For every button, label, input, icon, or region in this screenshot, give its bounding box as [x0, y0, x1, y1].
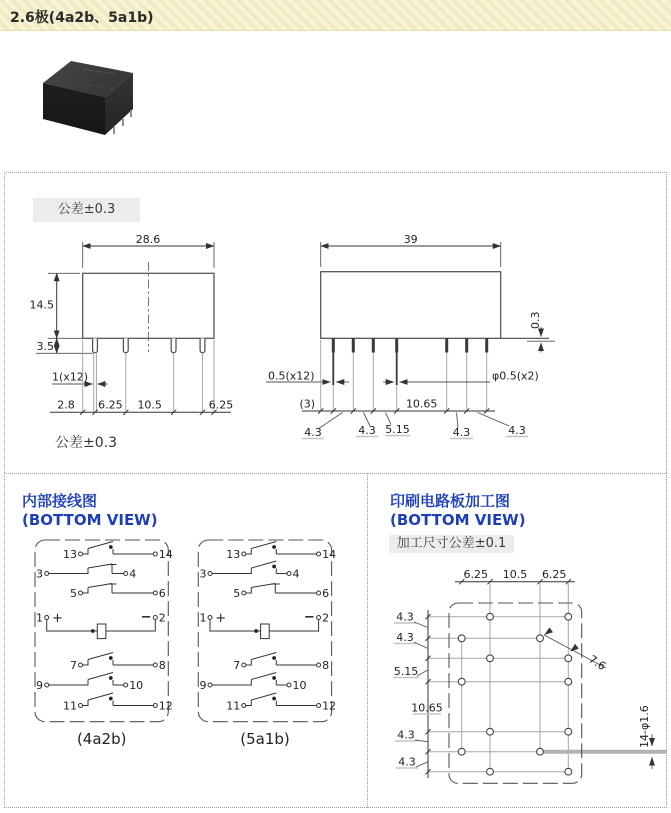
dim-pin-thickness: 0.5(x12) — [268, 369, 315, 383]
pin-label-3: 3 — [199, 567, 207, 581]
pcb-left-g2: 4.3 — [396, 631, 414, 644]
pcb-top-d2: 10.5 — [502, 568, 528, 581]
pcb-title-en: (BOTTOM VIEW) — [390, 511, 526, 529]
dim-pitch-left: 2.8 — [57, 398, 75, 412]
coil-minus: − — [303, 610, 315, 625]
pin-label-14: 14 — [322, 547, 337, 561]
caption-4a2b: (4a2b) — [76, 730, 127, 748]
pin-label-10: 10 — [292, 678, 307, 692]
coil-plus: + — [215, 611, 227, 626]
pin-label-3: 3 — [36, 567, 43, 581]
pin-label-2: 2 — [322, 611, 330, 625]
pin-label-2: 2 — [158, 611, 166, 625]
dim-edge-ref: (3) — [299, 397, 316, 411]
tolerance-badge: 公差±0.3 — [33, 198, 140, 222]
pin-label-7: 7 — [70, 658, 77, 672]
dim-front-height: 14.5 — [29, 298, 54, 312]
pin-label-11: 11 — [63, 699, 77, 713]
dim-pin-dia: φ0.5(x2) — [492, 369, 539, 383]
pin-label-1: 1 — [199, 611, 207, 625]
dim-g1: 4.3 — [304, 426, 322, 439]
pin-label-4: 4 — [129, 567, 137, 581]
pcb-left-g3: 5.15 — [393, 665, 419, 678]
schematic-5a1b — [198, 540, 336, 748]
coil-plus: + — [52, 611, 63, 626]
pin-label-7: 7 — [233, 658, 241, 672]
pcb-diag-dim: 7.6 — [586, 652, 609, 674]
dim-pitch-3: 6.25 — [208, 398, 234, 412]
pin-label-5: 5 — [233, 586, 241, 600]
dim-g3: 5.15 — [385, 423, 410, 436]
pin-label-11: 11 — [226, 699, 241, 713]
wiring-title-cn: 内部接线图 — [22, 492, 98, 510]
pin-label-13: 13 — [63, 547, 77, 561]
wiring-title-en: (BOTTOM VIEW) — [22, 511, 158, 529]
relay-product-photo — [43, 55, 135, 135]
pin-label-8: 8 — [158, 658, 166, 672]
coil-minus: − — [140, 610, 152, 625]
dim-pin-width: 1(x12) — [52, 370, 89, 384]
pin-label-13: 13 — [226, 547, 241, 561]
photo-pin — [122, 119, 124, 126]
pin-label-5: 5 — [70, 586, 77, 600]
pcb-left-g6: 4.3 — [398, 755, 416, 769]
dim-g5: 4.3 — [508, 424, 526, 437]
pin-label-6: 6 — [322, 586, 330, 600]
pin-label-9: 9 — [199, 678, 207, 692]
pin-label-12: 12 — [158, 699, 173, 713]
pin-label-6: 6 — [158, 586, 166, 600]
pcb-left-g4: 10.65 — [411, 701, 443, 715]
dim-g2: 4.3 — [358, 424, 376, 437]
page-title: 2.6极(4a2b、5a1b) — [10, 10, 154, 26]
pcb-top-d3: 6.25 — [541, 568, 567, 581]
dim-pin-seat: 3.5 — [36, 340, 54, 353]
photo-pin — [130, 110, 132, 117]
dim-side-width: 39 — [403, 233, 418, 246]
dim-front-width: 28.6 — [135, 233, 161, 246]
pcb-grid — [393, 568, 667, 783]
pcb-left-g1: 4.3 — [396, 610, 414, 624]
pcb-holes-note: 14-φ1.6 — [638, 705, 651, 748]
pin-label-12: 12 — [322, 699, 337, 713]
pcb-title-cn: 印刷电路板加工图 — [390, 492, 511, 510]
dim-standoff: 0.3 — [529, 311, 542, 329]
side-view-drawing — [266, 233, 555, 439]
schematic-4a2b — [35, 540, 173, 748]
caption-5a1b: (5a1b) — [240, 730, 290, 748]
dim-center-pitch: 10.65 — [405, 397, 438, 411]
front-view-drawing — [30, 233, 234, 451]
pin-label-9: 9 — [36, 678, 43, 692]
pin-label-1: 1 — [36, 611, 43, 625]
pcb-tolerance-badge: 加工尺寸公差±0.1 — [389, 535, 514, 553]
header-bar — [0, 0, 671, 31]
dim-pitch-2: 10.5 — [137, 398, 162, 412]
pin-label-10: 10 — [129, 678, 144, 692]
photo-pin — [113, 127, 115, 134]
tolerance-note: 公差±0.3 — [55, 435, 117, 451]
pcb-left-g5: 4.3 — [397, 728, 415, 742]
wiring-schematics — [4, 473, 368, 808]
pin-label-8: 8 — [322, 658, 330, 672]
dimension-drawings — [4, 172, 667, 473]
dim-g4: 4.3 — [452, 426, 471, 439]
pin-label-14: 14 — [158, 547, 173, 561]
pcb-pattern-drawing — [368, 473, 667, 808]
pcb-top-d1: 6.25 — [463, 568, 489, 581]
dim-pitch-1: 6.25 — [98, 398, 123, 412]
pin-label-4: 4 — [292, 567, 300, 581]
